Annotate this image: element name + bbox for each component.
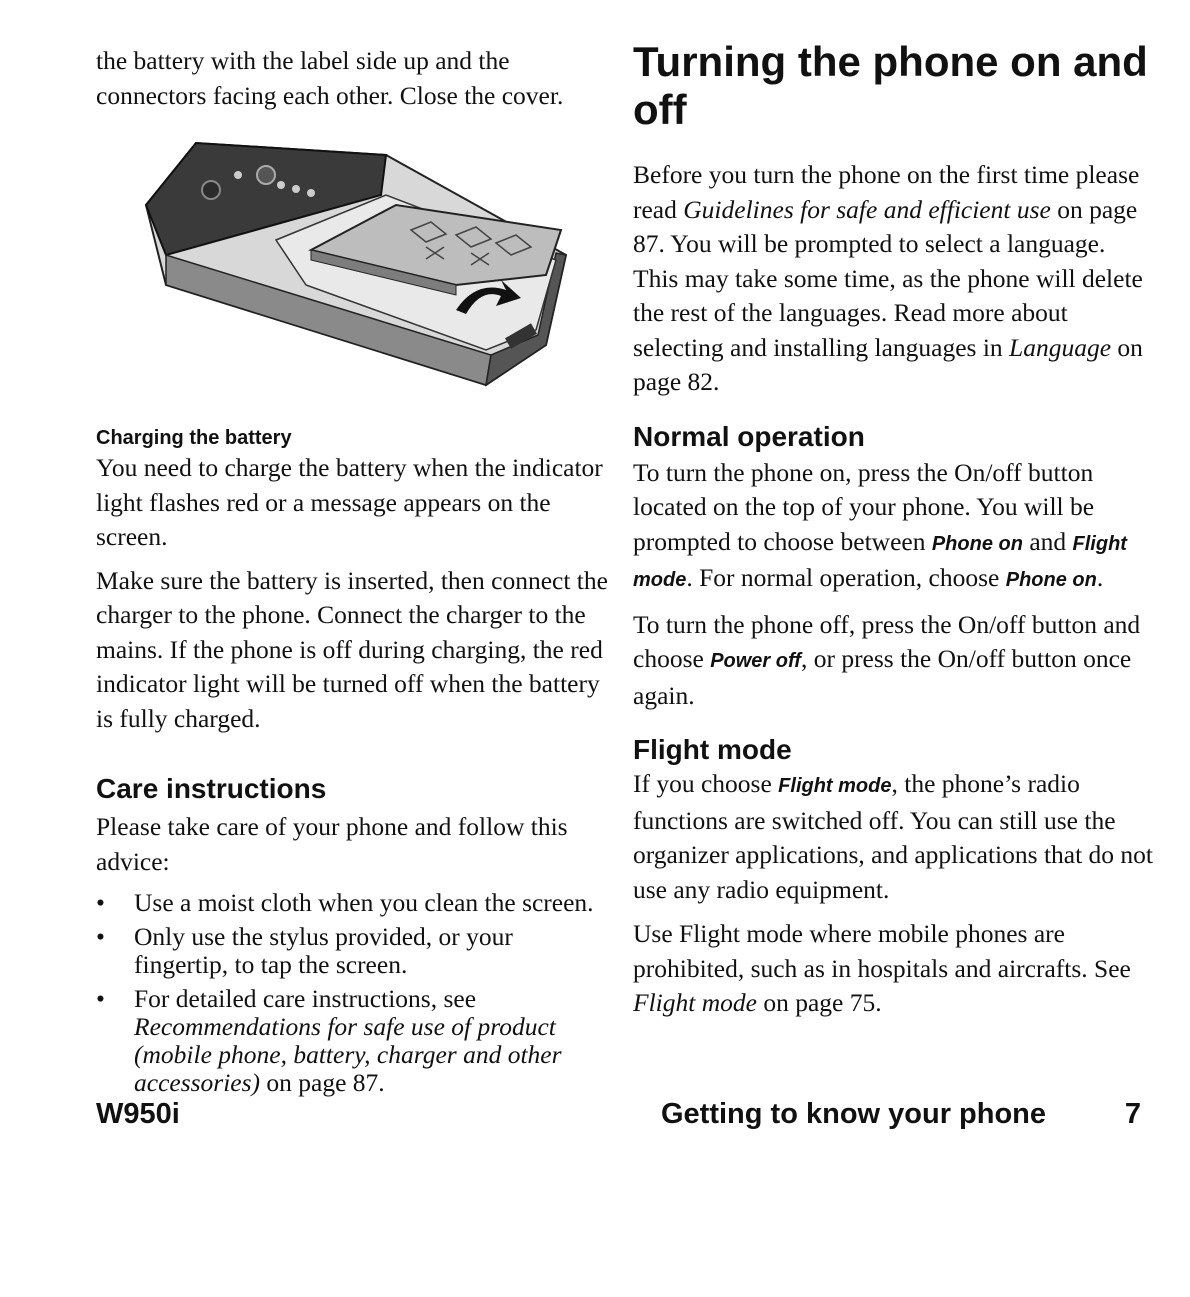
bullet: •	[96, 984, 105, 1013]
care-item-text: For detailed care instructions, see	[134, 984, 477, 1013]
ui-term-flight-mode: Flight mode	[778, 775, 892, 797]
text: , the phone’s radio functions are switched off. You can still use the organizer applications, and applications that do not use any radio equipment.	[633, 769, 1154, 904]
flight-mode-paragraph-1	[633, 767, 1153, 907]
care-list	[96, 889, 608, 1097]
ui-term-power-off: Power off	[710, 650, 801, 672]
charging-paragraph-1: You need to charge the battery when the indicator light flashes red or a message appears on the screen.	[96, 453, 603, 551]
list-item	[96, 923, 608, 979]
footer-section-title: Getting to know your phone	[661, 1098, 1047, 1130]
normal-operation-paragraph-1	[633, 456, 1153, 598]
bullet: •	[96, 888, 105, 917]
phone-battery-drawing	[126, 135, 571, 393]
flight-mode-reference[interactable]: Flight mode	[633, 988, 757, 1017]
text: on page 75.	[763, 988, 882, 1017]
list-item	[96, 985, 608, 1097]
text: Before you turn the phone on the first time please read	[633, 160, 1140, 224]
intro-paragraph-right	[633, 158, 1153, 400]
list-item	[96, 889, 608, 917]
intro-paragraph: the battery with the label side up and the connectors facing each other. Close the cover.	[96, 46, 564, 110]
text: and	[1029, 526, 1067, 556]
text: .	[1096, 563, 1104, 592]
care-item-text: Only use the stylus provided, or your fingertip, to tap the screen.	[134, 922, 513, 979]
footer-model: W950i	[96, 1098, 180, 1130]
normal-operation-paragraph-2	[633, 608, 1153, 714]
text: To turn the phone on, press the On/off button located on the top of your phone. You will be prompted to choose between	[633, 457, 1095, 556]
charging-heading: Charging the battery	[96, 427, 292, 449]
ui-term-phone-on: Phone on	[931, 532, 1023, 555]
ui-term-flight-mode: Flight mode	[633, 532, 1127, 591]
text: If you choose	[633, 769, 772, 798]
text: on page 87. You will be prompted to select a language. This may take some time, as the phone will delete the rest of the languages. Read more about selecting and installing languages in	[633, 194, 1143, 362]
ui-term-phone-on: Phone on	[1005, 569, 1097, 591]
care-item-text: Use a moist cloth when you clean the screen.	[134, 888, 594, 917]
text: . For normal operation, choose	[686, 563, 1000, 592]
care-heading: Care instructions	[96, 773, 327, 804]
guidelines-reference[interactable]: Guidelines for safe and efficient use	[683, 194, 1051, 224]
right-column	[633, 38, 1153, 1021]
text: To turn the phone off, press the On/off button and choose	[633, 609, 1141, 673]
text: , or press the On/off button once again.	[633, 644, 1132, 710]
footer-page-number: 7	[1124, 1098, 1141, 1130]
care-item-reference[interactable]: Recommendations for safe use of product (mobile phone, battery, charger and other accessories)	[134, 1012, 562, 1097]
text: Use Flight mode where mobile phones are prohibited, such as in hospitals and aircrafts. See	[633, 919, 1131, 983]
phone-battery-illustration	[126, 135, 571, 393]
language-reference[interactable]: Language	[1009, 332, 1112, 362]
page-title: Turning the phone on and off	[633, 38, 1148, 133]
care-item-text: on page 87.	[266, 1068, 385, 1097]
normal-operation-heading: Normal operation	[633, 420, 865, 452]
bullet: •	[96, 922, 105, 951]
text: on page 82.	[633, 332, 1143, 396]
charging-paragraph-2: Make sure the battery is inserted, then connect the charger to the phone. Connect the charger to the mains. If the phone is off during charging, the red indicator light will be turned off when the battery is fully charged.	[96, 565, 608, 733]
left-column	[96, 44, 608, 1103]
flight-mode-heading: Flight mode	[633, 734, 792, 765]
care-intro: Please take care of your phone and follow this advice:	[96, 812, 568, 876]
flight-mode-paragraph-2	[633, 917, 1153, 1021]
page-footer	[96, 1098, 1141, 1138]
